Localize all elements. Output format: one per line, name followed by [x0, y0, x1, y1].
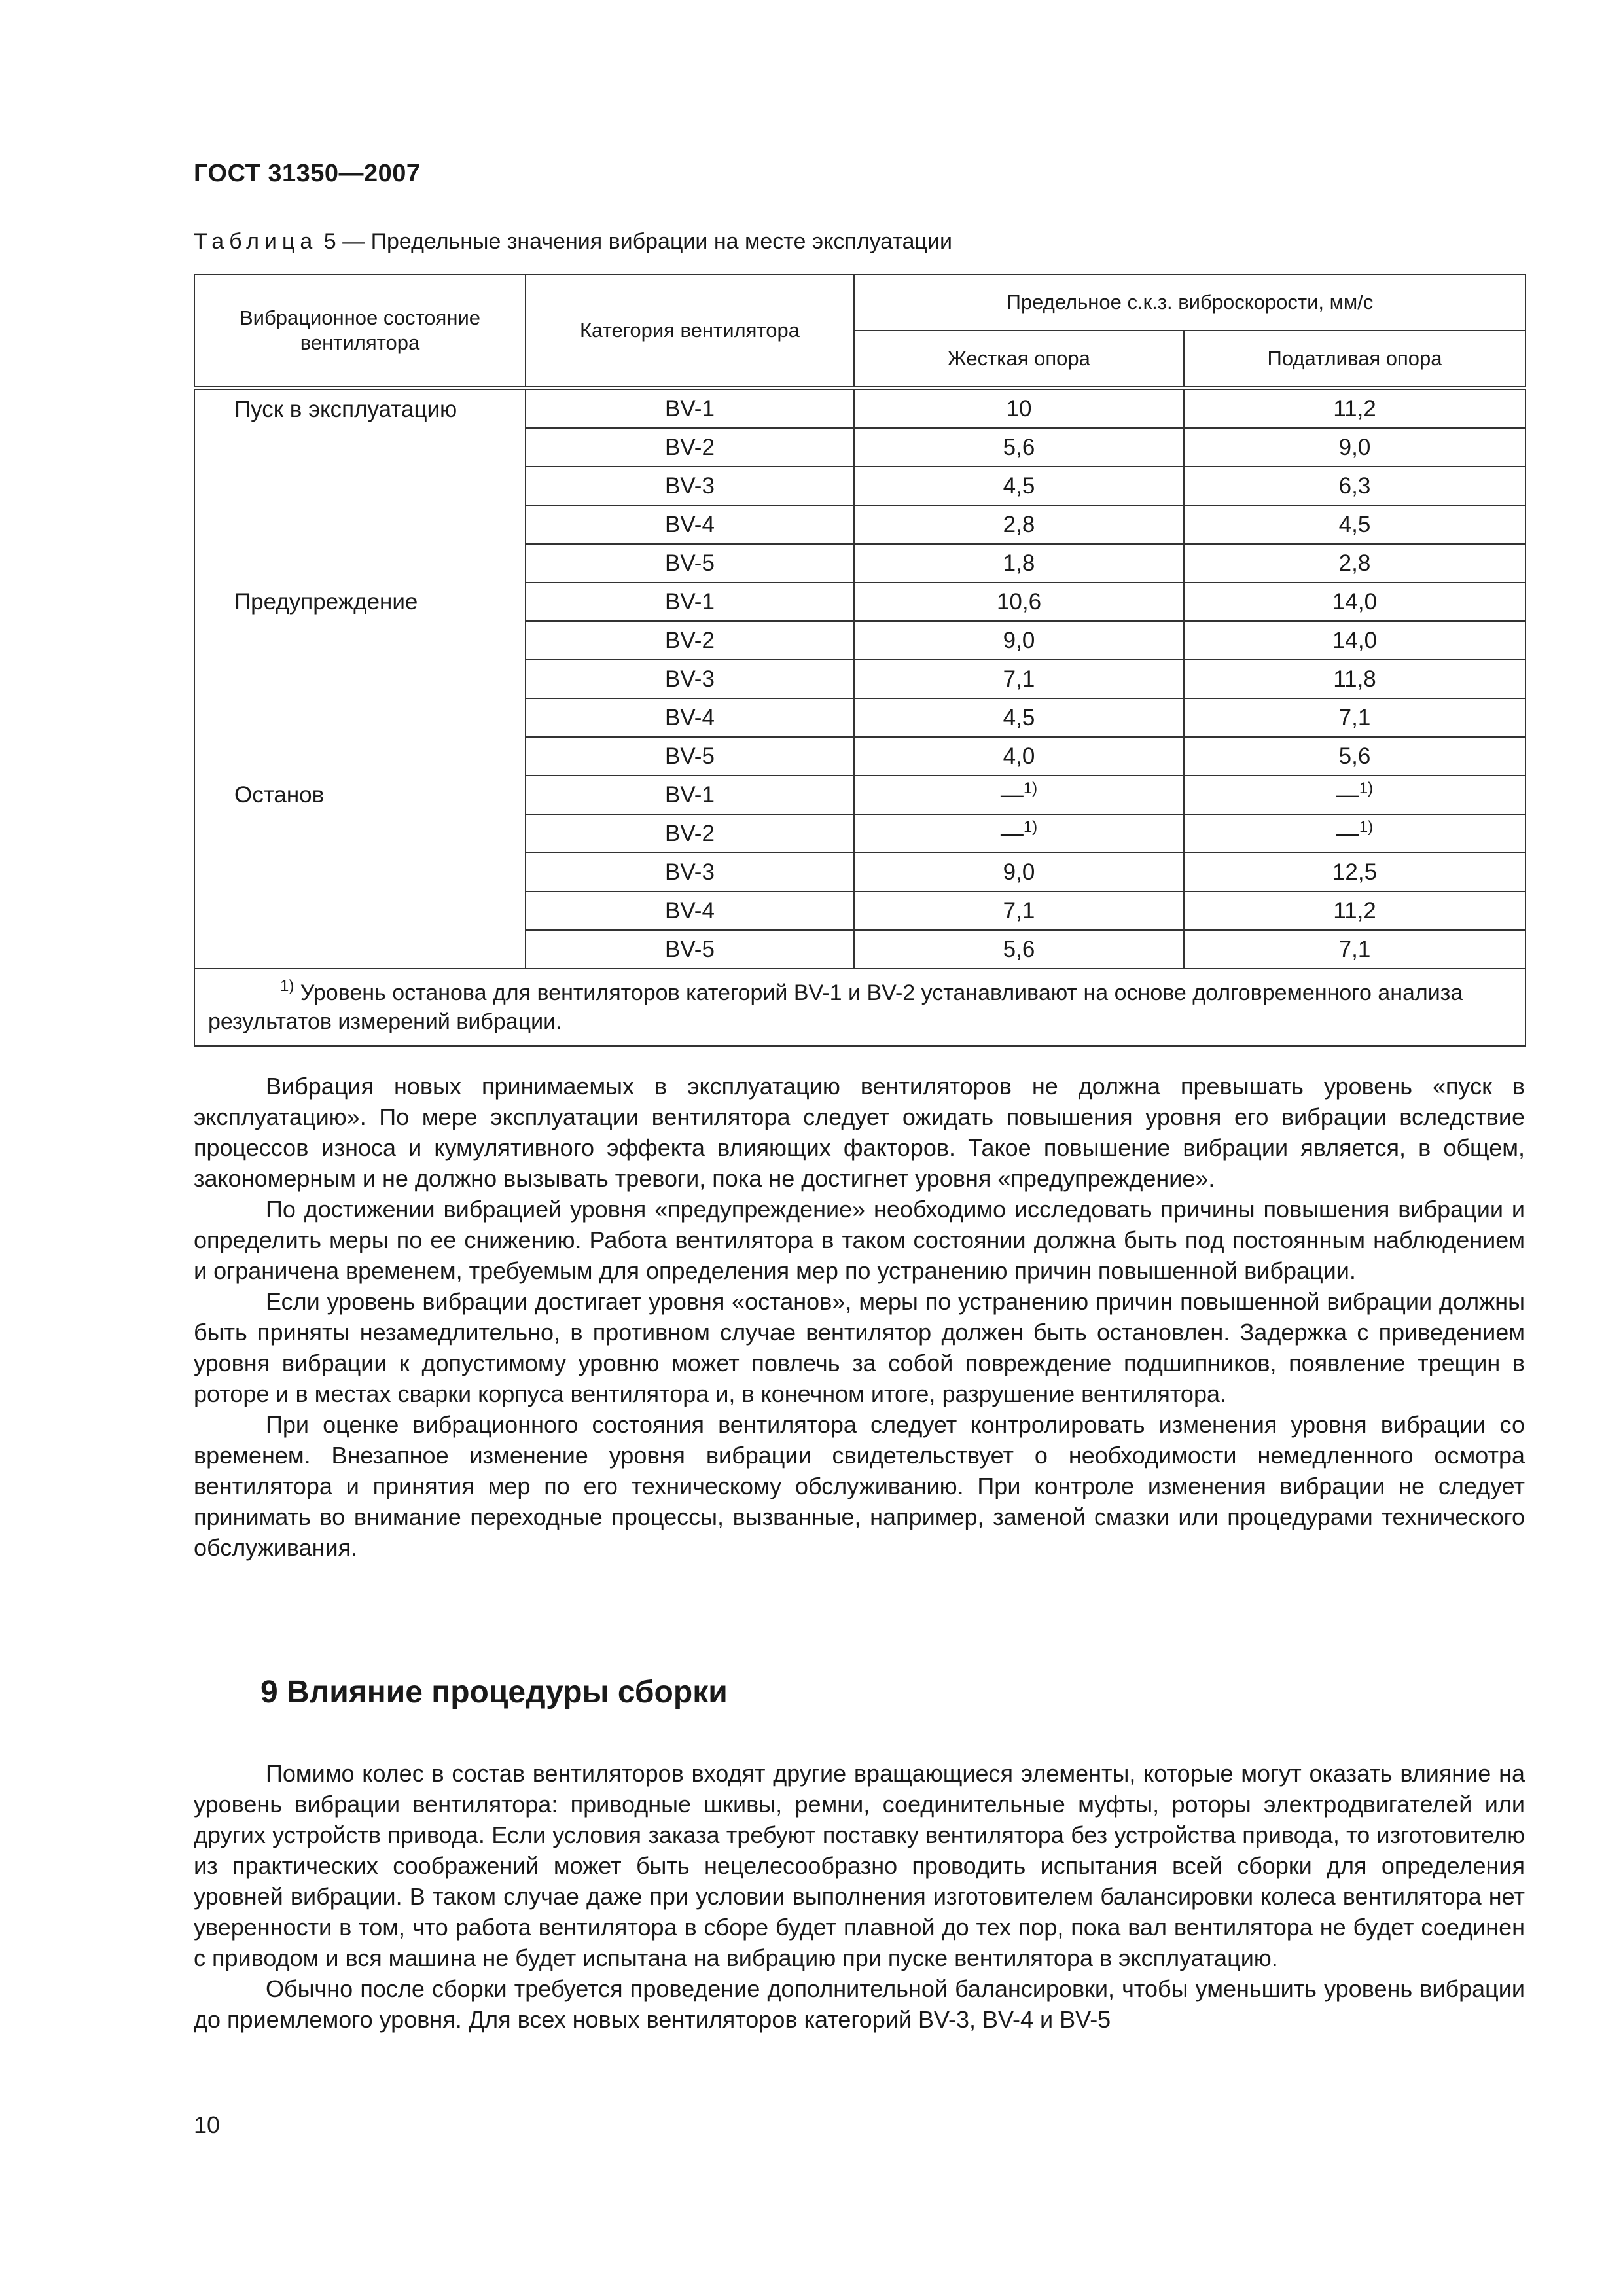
rigid-value-cell — [854, 698, 1184, 737]
value-text: 4,0 — [1003, 743, 1035, 769]
footnote-ref: 1) — [1359, 817, 1374, 836]
flexible-value-cell — [1184, 428, 1525, 467]
body-text-block-2 — [194, 1758, 1525, 2035]
header-limit: Предельное с.к.з. виброскорости, мм/с — [854, 274, 1525, 331]
rigid-value-cell — [854, 930, 1184, 969]
category-cell: BV-3 — [526, 467, 854, 505]
value-text: 7,1 — [1338, 936, 1371, 962]
footnote-ref: 1) — [1023, 817, 1038, 836]
value-text: 14,0 — [1332, 627, 1378, 653]
rigid-value-cell — [854, 621, 1184, 660]
value-text: 2,8 — [1003, 511, 1035, 537]
rigid-value-cell — [854, 737, 1184, 776]
table-body — [194, 388, 1525, 969]
flexible-value-cell — [1184, 660, 1525, 698]
flexible-value-cell — [1184, 737, 1525, 776]
value-text: 5,6 — [1003, 434, 1035, 460]
rigid-value-cell — [854, 660, 1184, 698]
table-row — [194, 776, 1525, 814]
rigid-value-cell — [854, 776, 1184, 814]
rigid-value-cell — [854, 388, 1184, 428]
value-text: 5,6 — [1003, 936, 1035, 962]
category-cell: BV-2 — [526, 814, 854, 853]
rigid-value-cell — [854, 814, 1184, 853]
category-cell: BV-3 — [526, 853, 854, 891]
rigid-value-cell — [854, 891, 1184, 930]
value-text: — — [1336, 781, 1359, 808]
paragraph: По достижении вибрацией уровня «предупреждение» необходимо исследовать причины повышения вибрации и определить меры по ее снижению. Работа вентилятора в таком состоянии должна быть под постоянным наблюдением и ограничена временем, требуемым для определения мер по устранению причин повышенной вибрации. — [194, 1196, 1525, 1284]
rigid-value-cell — [854, 428, 1184, 467]
header-state: Вибрационное состояние вентилятора — [194, 274, 526, 388]
flexible-value-cell — [1184, 388, 1525, 428]
value-text: 11,8 — [1333, 666, 1376, 692]
category-cell: BV-3 — [526, 660, 854, 698]
category-cell: BV-4 — [526, 698, 854, 737]
footnote-marker: 1) — [280, 977, 294, 995]
value-text: 5,6 — [1338, 743, 1371, 769]
value-text: 9,0 — [1003, 859, 1035, 885]
category-cell: BV-5 — [526, 544, 854, 583]
rigid-value-cell — [854, 544, 1184, 583]
category-cell: BV-1 — [526, 583, 854, 621]
flexible-value-cell — [1184, 505, 1525, 544]
table-footnote — [194, 969, 1525, 1046]
page-number: 10 — [194, 2111, 221, 2138]
value-text: — — [1000, 781, 1024, 808]
value-text: 11,2 — [1333, 395, 1376, 422]
flexible-value-cell — [1184, 698, 1525, 737]
value-text: 6,3 — [1338, 473, 1371, 499]
category-cell: BV-1 — [526, 776, 854, 814]
value-text: 4,5 — [1338, 511, 1371, 537]
flexible-value-cell — [1184, 814, 1525, 853]
value-text: 1,8 — [1003, 550, 1035, 576]
rigid-value-cell — [854, 467, 1184, 505]
value-text: 4,5 — [1003, 704, 1035, 730]
category-cell: BV-1 — [526, 388, 854, 428]
header-flexible-support: Податливая опора — [1184, 331, 1525, 388]
footnote-ref: 1) — [1359, 779, 1374, 797]
value-text: 4,5 — [1003, 473, 1035, 499]
flexible-value-cell — [1184, 930, 1525, 969]
header-rigid-support: Жесткая опора — [854, 331, 1184, 388]
footnote-ref: 1) — [1023, 779, 1038, 797]
value-text: 7,1 — [1338, 704, 1371, 730]
value-text: 9,0 — [1003, 627, 1035, 653]
value-text: — — [1000, 820, 1024, 846]
document-header: ГОСТ 31350—2007 — [194, 160, 421, 187]
section-title: 9 Влияние процедуры сборки — [260, 1675, 728, 1710]
rigid-value-cell — [854, 505, 1184, 544]
value-text: 2,8 — [1338, 550, 1371, 576]
category-cell: BV-2 — [526, 428, 854, 467]
table-row — [194, 583, 1525, 621]
flexible-value-cell — [1184, 544, 1525, 583]
value-text: — — [1336, 820, 1359, 846]
value-text: 9,0 — [1338, 434, 1371, 460]
paragraph: Вибрация новых принимаемых в эксплуатацию вентиляторов не должна превышать уровень «пуск в эксплуатацию». По мере эксплуатации вентилятора следует ожидать повышения уровня его вибрации вследствие процессов износа и кумулятивного эффекта влияющих факторов. Такое повышение вибрации является, в общем, закономерным и не должно вызывать тревоги, пока не достигнет уровня «предупреждение». — [194, 1073, 1525, 1192]
table-caption — [194, 229, 952, 255]
flexible-value-cell — [1184, 621, 1525, 660]
state-cell: Пуск в эксплуатацию — [194, 388, 526, 583]
flexible-value-cell — [1184, 467, 1525, 505]
category-cell: BV-2 — [526, 621, 854, 660]
rigid-value-cell — [854, 583, 1184, 621]
value-text: 10,6 — [996, 588, 1042, 615]
rigid-value-cell — [854, 853, 1184, 891]
flexible-value-cell — [1184, 853, 1525, 891]
value-text: 7,1 — [1003, 897, 1035, 924]
table-caption-word: Таблица — [194, 229, 318, 254]
value-text: 12,5 — [1332, 859, 1378, 885]
category-cell: BV-5 — [526, 737, 854, 776]
value-text: 10 — [1006, 395, 1032, 422]
table-row — [194, 388, 1525, 428]
header-category: Категория вентилятора — [526, 274, 854, 388]
paragraph: Помимо колес в состав вентиляторов входят другие вращающиеся элементы, которые могут оказать влияние на уровень вибрации вентилятора: приводные шкивы, ремни, соединительные муфты, роторы электродвигателей или других устройств привода. Если условия заказа требуют поставку вентилятора без устройства привода, то изготовителю из практических соображений может быть нецелесообразно проводить испытания всей сборки для определения уровней вибрации. В таком случае даже при условии выполнения изготовителем балансировки колеса вентилятора нет уверенности в том, что работа вентилятора в сборе будет плавной до тех пор, пока вал вентилятора не будет соединен с приводом и вся машина не будет испытана на вибрацию при пуске вентилятора в эксплуатацию. — [194, 1760, 1525, 1971]
value-text: 11,2 — [1333, 897, 1376, 924]
value-text: 14,0 — [1332, 588, 1378, 615]
body-text-block-1 — [194, 1071, 1525, 1563]
category-cell: BV-4 — [526, 891, 854, 930]
flexible-value-cell — [1184, 776, 1525, 814]
flexible-value-cell — [1184, 583, 1525, 621]
vibration-limits-table — [194, 274, 1526, 1047]
state-cell: Останов — [194, 776, 526, 969]
category-cell: BV-4 — [526, 505, 854, 544]
category-cell: BV-5 — [526, 930, 854, 969]
table-caption-text: 5 — Предельные значения вибрации на месте эксплуатации — [323, 229, 952, 254]
value-text: 7,1 — [1003, 666, 1035, 692]
paragraph: Обычно после сборки требуется проведение дополнительной балансировки, чтобы уменьшить уровень вибрации до приемлемого уровня. Для всех новых вентиляторов категорий BV-3, BV-4 и BV-5 — [194, 1975, 1525, 2033]
state-cell: Предупреждение — [194, 583, 526, 776]
paragraph: Если уровень вибрации достигает уровня «останов», меры по устранению причин повышенной вибрации должны быть приняты незамедлительно, в противном случае вентилятор должен быть остановлен. Задержка с приведением уровня вибрации к допустимому уровню может повлечь за собой повреждение подшипников, появление трещин в роторе и в местах сварки корпуса вентилятора и, в конечном итоге, разрушение вентилятора. — [194, 1288, 1525, 1407]
footnote-text: Уровень останова для вентиляторов категорий BV-1 и BV-2 устанавливают на основе долговременного анализа результатов измерений вибрации. — [208, 980, 1463, 1034]
paragraph: При оценке вибрационного состояния вентилятора следует контролировать изменения уровня вибрации со временем. Внезапное изменение уровня вибрации свидетельствует о необходимости немедленного осмотра вентилятора и принятия мер по его техническому обслуживанию. При контроле изменения вибрации не следует принимать во внимание переходные процессы, вызванные, например, заменой смазки или процедурами технического обслуживания. — [194, 1411, 1525, 1561]
flexible-value-cell — [1184, 891, 1525, 930]
